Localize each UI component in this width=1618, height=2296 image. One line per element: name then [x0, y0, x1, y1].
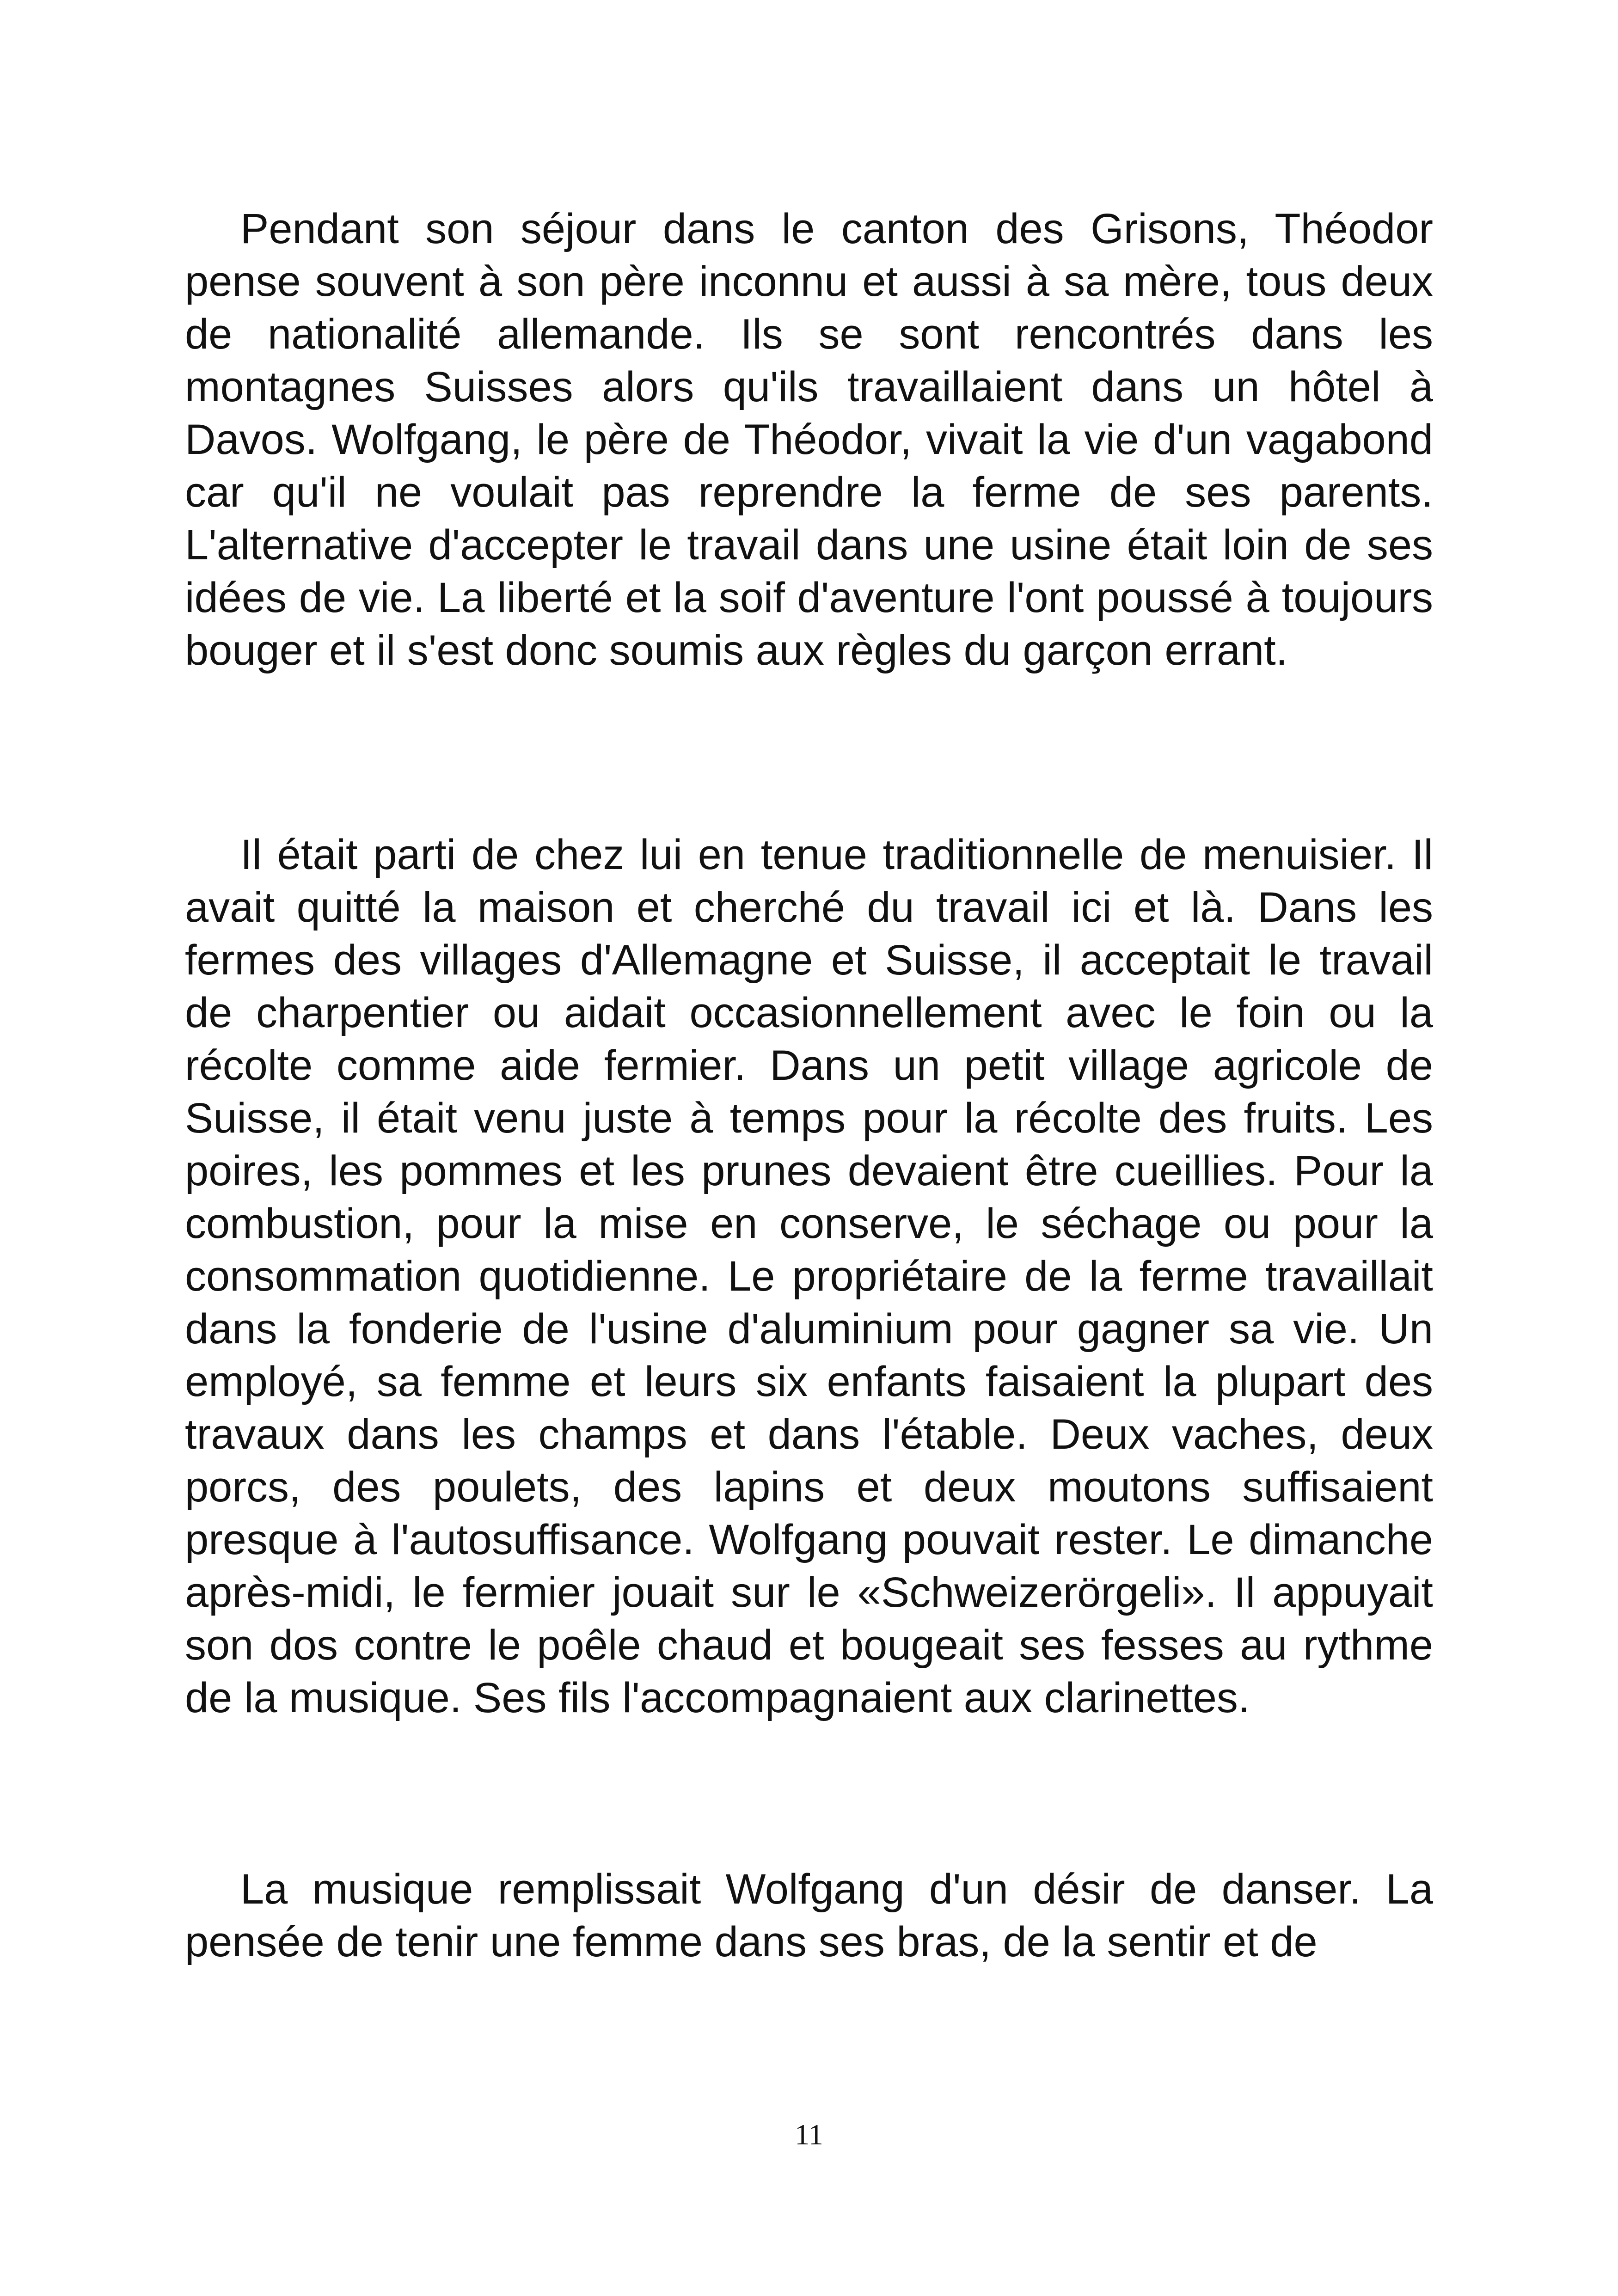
paragraph-3: La musique remplissait Wolfgang d'un désir de danser. La pensée de tenir une femme dans ses bras, de la sentir et de — [185, 1866, 1433, 1965]
page-number: 11 — [795, 2118, 823, 2151]
paragraph-1: Pendant son séjour dans le canton des Grisons, Théodor pense souvent à son père inconnu et aussi à sa mère, tous deux de nationalité allemande. Ils se sont rencontrés dans les montagnes Suisses alors qu'ils travaillaient dans un hôtel à Davos. Wolfgang, le père de Théodor, vivait la vie d'un vagabond car qu'il ne voulait pas reprendre la ferme de ses parents. L'alternative d'accepter le travail dans une usine était loin de ses idées de vie. La liberté et la soif d'aventure l'ont poussé à toujours bouger et il s'est donc soumis aux règles du garçon errant. — [185, 205, 1433, 674]
paragraph-2: Il était parti de chez lui en tenue traditionnelle de menuisier. Il avait quitté la maison et cherché du travail ici et là. Dans les fermes des villages d'Allemagne et Suisse, il acceptait le travail de charpentier ou aidait occasionnellement avec le foin ou la récolte comme aide fermier. Dans un petit village agricole de Suisse, il était venu juste à temps pour la récolte des fruits. Les poires, les pommes et les prunes devaient être cueillies. Pour la combustion, pour la mise en conserve, le séchage ou pour la consommation quotidienne. Le propriétaire de la ferme travaillait dans la fonderie de l'usine d'aluminium pour gagner sa vie. Un employé, sa femme et leurs six enfants faisaient la plupart des travaux dans les champs et dans l'étable. Deux vaches, deux porcs, des poulets, des lapins et deux moutons suffisaient presque à l'autosuffisance. Wolfgang pouvait rester. Le dimanche après-midi, le fermier jouait sur le «Schweizerörgeli». Il appuyait son dos contre le poêle chaud et bougeait ses fesses au rythme de la musique. Ses fils l'accompagnaient aux clarinettes. — [185, 831, 1433, 1721]
